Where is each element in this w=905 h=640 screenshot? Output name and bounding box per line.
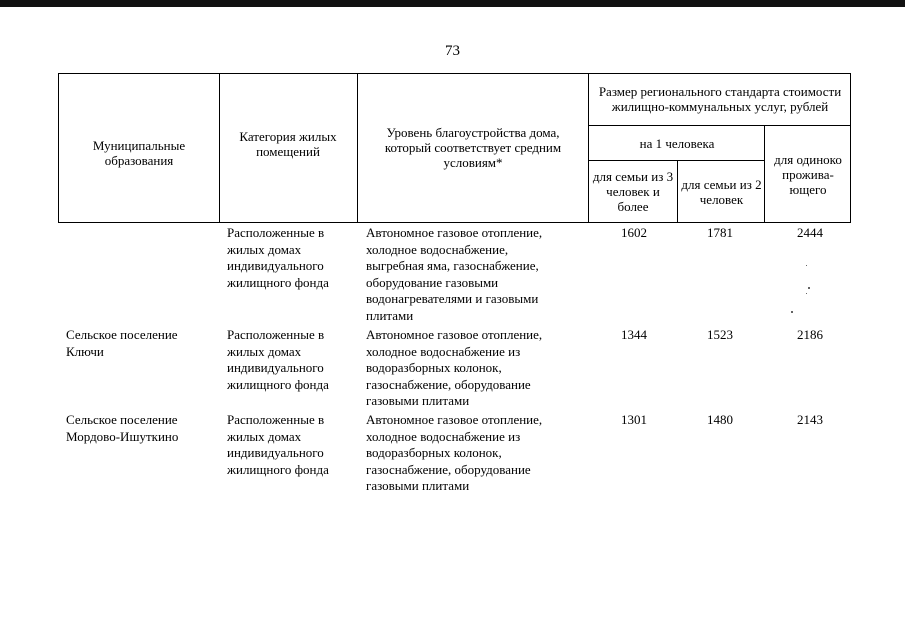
header-family3 (590, 163, 676, 220)
header-municipal-text: Муниципальные образования (92, 137, 186, 168)
header-family3-text: для семьи из 3 человек и более (592, 169, 674, 214)
header-col-divider-1 (219, 73, 220, 223)
header-size (596, 75, 844, 123)
row-category: Расположенные в жилых домах индивидуального жилищного фонда (227, 412, 329, 477)
row-level: Автономное газовое отопление, холодное водоснабжение, выгребная яма, газоснабжение, оборудование газовыми водонагревателями и газовыми плитами (366, 225, 543, 323)
header-col-divider-5 (764, 125, 765, 223)
page-number: 73 (445, 43, 460, 59)
header-municipal (62, 130, 216, 175)
header-category-text: Категория жилых помещений (239, 129, 337, 159)
row-family3: 1344 (621, 327, 647, 342)
header-per-person (590, 127, 764, 159)
header-family2-text: для семьи из 2 человек (681, 176, 762, 207)
row-family2: 1480 (707, 412, 733, 427)
row-single: 2444 (797, 225, 823, 240)
header-category (222, 124, 354, 164)
header-right-border (850, 73, 851, 223)
scan-speck (806, 265, 807, 266)
header-size-divider (588, 125, 851, 126)
header-single-text: для одиноко прожива-ющего (774, 151, 842, 197)
row-single: 2186 (797, 327, 823, 342)
row-single: 2143 (797, 412, 823, 427)
row-municipality: Сельское поселение Ключи (66, 327, 178, 359)
header-top-line (58, 73, 851, 74)
row-family2: 1523 (707, 327, 733, 342)
scan-top-border (0, 0, 905, 7)
header-col-divider-4 (677, 160, 678, 223)
header-level-text: Уровень благоустройства дома, который соответствует средним условиям* (384, 124, 562, 170)
header-col-divider-2 (357, 73, 358, 223)
row-municipality: Сельское поселение Мордово-Ишуткино (66, 412, 179, 444)
header-family2 (680, 163, 763, 220)
header-bottom-line (58, 222, 851, 223)
scan-speck (808, 287, 810, 289)
row-level: Автономное газовое отопление, холодное водоснабжение из водоразборных колонок, газоснабжение, оборудование газовыми плитами (366, 412, 543, 493)
header-left-border (58, 73, 59, 223)
header-col-divider-3 (588, 73, 589, 223)
row-category: Расположенные в жилых домах индивидуального жилищного фонда (227, 327, 329, 392)
scan-speck (806, 293, 807, 294)
header-single (766, 127, 850, 221)
row-category: Расположенные в жилых домах индивидуального жилищного фонда (227, 225, 329, 290)
row-level: Автономное газовое отопление, холодное водоснабжение из водоразборных колонок, газоснабжение, оборудование газовыми плитами (366, 327, 543, 408)
header-size-text: Размер регионального стандарта стоимости жилищно-коммунальных услуг, рублей (598, 84, 842, 114)
header-level (362, 112, 584, 182)
header-per-person-divider (588, 160, 764, 161)
row-family2: 1781 (707, 225, 733, 240)
row-family3: 1301 (621, 412, 647, 427)
row-family3: 1602 (621, 225, 647, 240)
scan-speck (791, 311, 793, 313)
header-per-person-text: на 1 человека (639, 135, 715, 151)
